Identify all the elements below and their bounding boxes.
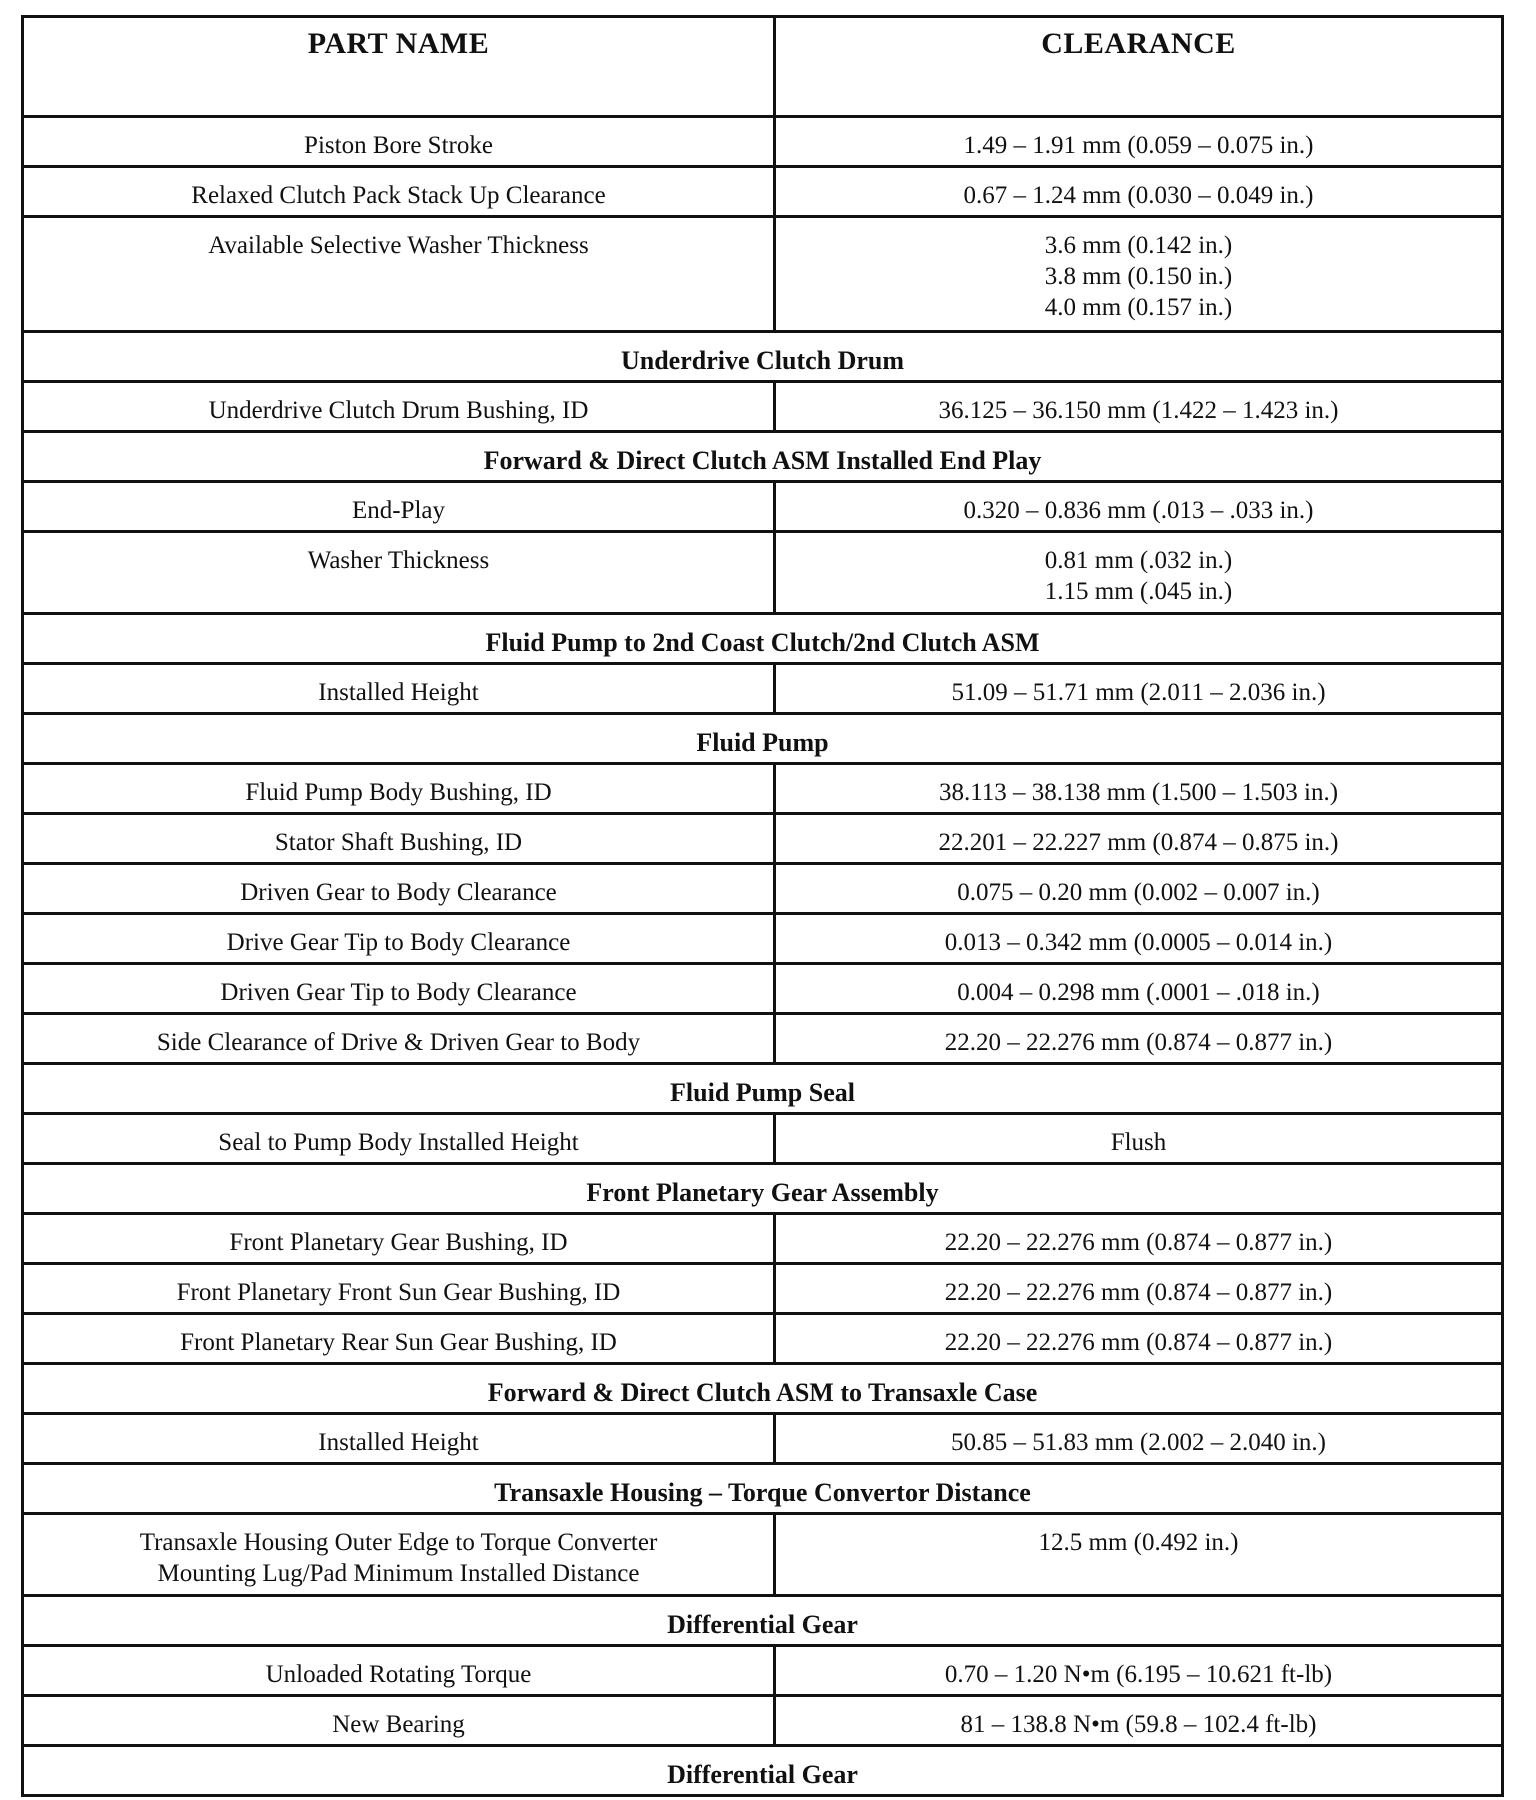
clearance-value: 1.15 mm (.045 in.) xyxy=(1044,578,1233,605)
clearance-spec-table xyxy=(21,15,1504,1797)
section-title: Forward & Direct Clutch ASM Installed End Play xyxy=(23,432,1503,482)
table-row xyxy=(23,167,1503,217)
section-header-row xyxy=(23,714,1503,764)
part-name-text: End-Play xyxy=(351,497,446,524)
clearance-cell xyxy=(775,664,1503,714)
part-name-text: Piston Bore Stroke xyxy=(304,132,493,159)
table-row xyxy=(23,1414,1503,1464)
part-name-cell xyxy=(23,382,775,432)
part-name-cell xyxy=(23,217,775,332)
clearance-value: 12.5 mm (0.492 in.) xyxy=(1038,1529,1239,1556)
clearance-value: 0.67 – 1.24 mm (0.030 – 0.049 in.) xyxy=(963,182,1314,209)
part-name-text: Washer Thickness xyxy=(307,547,490,574)
table-row xyxy=(23,664,1503,714)
part-name-text: Stator Shaft Bushing, ID xyxy=(274,829,523,856)
part-name-text: Driven Gear to Body Clearance xyxy=(240,879,557,906)
part-name-header: PART NAME xyxy=(23,17,775,117)
part-name-cell xyxy=(23,1264,775,1314)
table-row xyxy=(23,1696,1503,1746)
part-name-text: Fluid Pump Body Bushing, ID xyxy=(245,779,552,806)
part-name-text: Front Planetary Front Sun Gear Bushing, ID xyxy=(176,1279,621,1306)
part-name-cell xyxy=(23,914,775,964)
section-title: Transaxle Housing – Torque Convertor Distance xyxy=(23,1464,1503,1514)
part-name-cell xyxy=(23,814,775,864)
clearance-cell xyxy=(775,864,1503,914)
table-row xyxy=(23,1514,1503,1596)
part-name-cell xyxy=(23,964,775,1014)
clearance-cell xyxy=(775,1314,1503,1364)
part-name-cell xyxy=(23,1114,775,1164)
part-name-text: Underdrive Clutch Drum Bushing, ID xyxy=(208,397,589,424)
part-name-text: Side Clearance of Drive & Driven Gear to Body xyxy=(156,1029,641,1056)
part-name-text: Available Selective Washer Thickness xyxy=(208,232,589,259)
clearance-cell xyxy=(775,1114,1503,1164)
part-name-cell xyxy=(23,482,775,532)
part-name-text: Installed Height xyxy=(318,679,479,706)
section-header-row xyxy=(23,614,1503,664)
clearance-cell xyxy=(775,1696,1503,1746)
section-title: Fluid Pump to 2nd Coast Clutch/2nd Clutch ASM xyxy=(23,614,1503,664)
section-header-row xyxy=(23,1364,1503,1414)
table-row xyxy=(23,814,1503,864)
table-row xyxy=(23,1114,1503,1164)
clearance-value: 0.81 mm (.032 in.) xyxy=(1044,547,1233,574)
clearance-cell xyxy=(775,914,1503,964)
clearance-cell xyxy=(775,482,1503,532)
clearance-value: 22.20 – 22.276 mm (0.874 – 0.877 in.) xyxy=(944,1029,1333,1056)
table-row xyxy=(23,1014,1503,1064)
part-name-text: Front Planetary Gear Bushing, ID xyxy=(229,1229,568,1256)
table-row xyxy=(23,117,1503,167)
table-header-row xyxy=(23,17,1503,117)
table-row xyxy=(23,482,1503,532)
clearance-value: 22.20 – 22.276 mm (0.874 – 0.877 in.) xyxy=(944,1329,1333,1356)
part-name-cell xyxy=(23,664,775,714)
part-name-cell xyxy=(23,117,775,167)
section-title: Forward & Direct Clutch ASM to Transaxle Case xyxy=(23,1364,1503,1414)
clearance-cell xyxy=(775,217,1503,332)
clearance-value: 0.013 – 0.342 mm (0.0005 – 0.014 in.) xyxy=(944,929,1333,956)
part-name-text: Relaxed Clutch Pack Stack Up Clearance xyxy=(191,182,606,209)
clearance-value: 1.49 – 1.91 mm (0.059 – 0.075 in.) xyxy=(963,132,1314,159)
table-row xyxy=(23,532,1503,614)
section-title: Front Planetary Gear Assembly xyxy=(23,1164,1503,1214)
clearance-cell xyxy=(775,1646,1503,1696)
section-header-row xyxy=(23,1596,1503,1646)
table-row xyxy=(23,1214,1503,1264)
section-title: Differential Gear xyxy=(23,1746,1503,1796)
part-name-cell xyxy=(23,1014,775,1064)
clearance-value: 51.09 – 51.71 mm (2.011 – 2.036 in.) xyxy=(951,679,1326,706)
section-title: Fluid Pump Seal xyxy=(23,1064,1503,1114)
table-row xyxy=(23,217,1503,332)
clearance-value: 0.320 – 0.836 mm (.013 – .033 in.) xyxy=(963,497,1314,524)
table-row xyxy=(23,964,1503,1014)
table-body xyxy=(23,117,1503,1796)
clearance-value: 22.20 – 22.276 mm (0.874 – 0.877 in.) xyxy=(944,1279,1333,1306)
table-row xyxy=(23,1646,1503,1696)
clearance-value: 0.075 – 0.20 mm (0.002 – 0.007 in.) xyxy=(957,879,1320,906)
clearance-value: 22.20 – 22.276 mm (0.874 – 0.877 in.) xyxy=(944,1229,1333,1256)
clearance-cell xyxy=(775,117,1503,167)
clearance-cell xyxy=(775,1414,1503,1464)
section-header-row xyxy=(23,332,1503,382)
clearance-value: 0.004 – 0.298 mm (.0001 – .018 in.) xyxy=(957,979,1320,1006)
part-name-text: Driven Gear Tip to Body Clearance xyxy=(220,979,577,1006)
clearance-header: CLEARANCE xyxy=(775,17,1503,117)
part-name-text: Installed Height xyxy=(318,1429,479,1456)
part-name-text: Front Planetary Rear Sun Gear Bushing, ID xyxy=(180,1329,617,1356)
part-name-cell xyxy=(23,1696,775,1746)
part-name-cell xyxy=(23,1514,775,1596)
section-title: Differential Gear xyxy=(23,1596,1503,1646)
clearance-value: 22.201 – 22.227 mm (0.874 – 0.875 in.) xyxy=(938,829,1339,856)
clearance-cell xyxy=(775,1264,1503,1314)
part-name-text: Transaxle Housing Outer Edge to Torque Converter xyxy=(139,1529,658,1556)
part-name-cell xyxy=(23,1414,775,1464)
clearance-value: Flush xyxy=(1110,1129,1167,1156)
section-header-row xyxy=(23,432,1503,482)
clearance-value: 0.70 – 1.20 N•m (6.195 – 10.621 ft-lb) xyxy=(944,1661,1333,1688)
section-header-row xyxy=(23,1464,1503,1514)
table-row xyxy=(23,1264,1503,1314)
clearance-cell xyxy=(775,964,1503,1014)
section-title: Underdrive Clutch Drum xyxy=(23,332,1503,382)
clearance-value: 36.125 – 36.150 mm (1.422 – 1.423 in.) xyxy=(938,397,1339,424)
part-name-cell xyxy=(23,1214,775,1264)
clearance-cell xyxy=(775,1214,1503,1264)
part-name-text: Drive Gear Tip to Body Clearance xyxy=(226,929,571,956)
part-name-text: Unloaded Rotating Torque xyxy=(265,1661,532,1688)
table-row xyxy=(23,914,1503,964)
part-name-cell xyxy=(23,1646,775,1696)
table-row xyxy=(23,864,1503,914)
part-name-cell xyxy=(23,532,775,614)
clearance-value: 3.6 mm (0.142 in.) xyxy=(1044,232,1233,259)
clearance-value: 50.85 – 51.83 mm (2.002 – 2.040 in.) xyxy=(951,1429,1326,1456)
part-name-text: Mounting Lug/Pad Minimum Installed Distance xyxy=(157,1560,640,1587)
clearance-cell xyxy=(775,764,1503,814)
clearance-cell xyxy=(775,1014,1503,1064)
part-name-cell xyxy=(23,1314,775,1364)
section-header-row xyxy=(23,1164,1503,1214)
clearance-cell xyxy=(775,382,1503,432)
table-row xyxy=(23,1314,1503,1364)
clearance-value: 3.8 mm (0.150 in.) xyxy=(1044,263,1233,290)
clearance-value: 4.0 mm (0.157 in.) xyxy=(1044,294,1233,321)
part-name-cell xyxy=(23,167,775,217)
section-title: Fluid Pump xyxy=(23,714,1503,764)
section-header-row xyxy=(23,1064,1503,1114)
part-name-text: Seal to Pump Body Installed Height xyxy=(218,1129,579,1156)
part-name-text: New Bearing xyxy=(332,1711,465,1738)
clearance-cell xyxy=(775,814,1503,864)
section-header-row xyxy=(23,1746,1503,1796)
clearance-value: 81 – 138.8 N•m (59.8 – 102.4 ft-lb) xyxy=(960,1711,1317,1738)
table-row xyxy=(23,764,1503,814)
clearance-cell xyxy=(775,532,1503,614)
clearance-cell xyxy=(775,1514,1503,1596)
table-row xyxy=(23,382,1503,432)
part-name-cell xyxy=(23,864,775,914)
part-name-cell xyxy=(23,764,775,814)
clearance-cell xyxy=(775,167,1503,217)
clearance-value: 38.113 – 38.138 mm (1.500 – 1.503 in.) xyxy=(938,779,1339,806)
